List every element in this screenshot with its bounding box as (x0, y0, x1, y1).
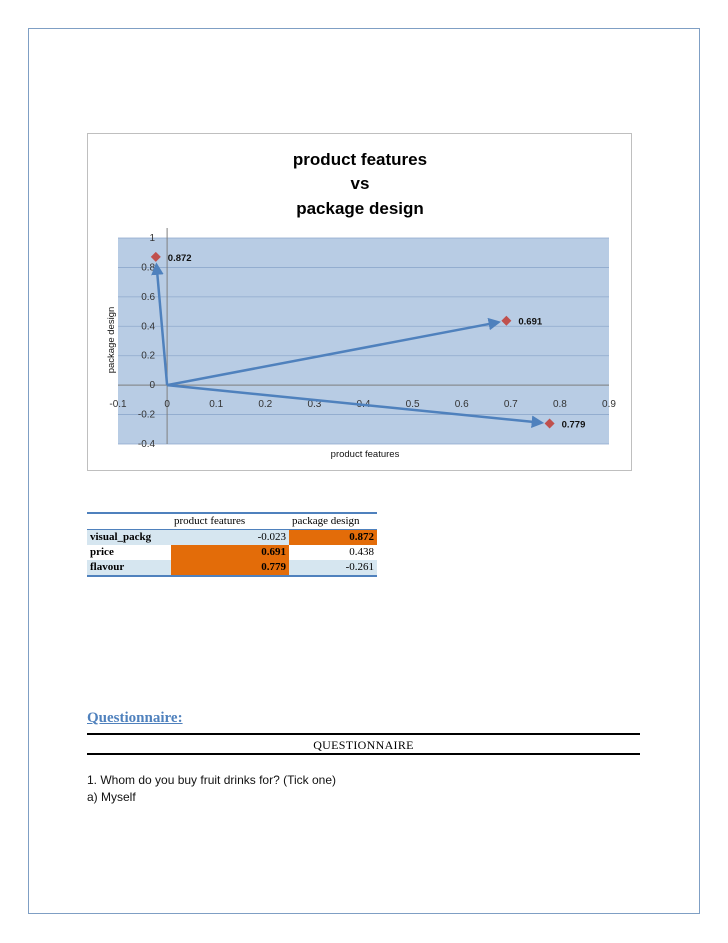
y-axis-label: package design (106, 306, 117, 374)
table-header-name (87, 513, 171, 530)
x-tick-label: -0.1 (109, 399, 127, 411)
table-header-product-features: product features (171, 513, 289, 530)
x-tick-label: 0.8 (552, 399, 567, 411)
table-cell-product-features: 0.691 (171, 545, 289, 560)
questionnaire-heading: Questionnaire: (87, 710, 183, 726)
chart-title-line-2: vs (350, 174, 370, 193)
x-tick-label: 0.1 (209, 399, 224, 411)
y-tick-label: 0.6 (141, 291, 156, 303)
table-cell-product-features: -0.023 (171, 530, 289, 546)
x-tick-label: 0.6 (454, 399, 469, 411)
table-header-row (87, 513, 377, 530)
table-cell-product-features: 0.779 (171, 560, 289, 576)
question-1: 1. Whom do you buy fruit drinks for? (Tick one) (87, 773, 336, 787)
table-header-package-design: package design (289, 513, 377, 530)
y-tick-label: 1 (149, 233, 156, 244)
table-cell-package-design: 0.438 (289, 545, 377, 560)
y-tick-label: 0.4 (141, 321, 156, 333)
x-tick-label: 0.2 (258, 399, 273, 411)
y-tick-label: 0 (149, 380, 156, 392)
y-tick-label: 0.8 (141, 262, 156, 274)
x-axis-label: product features (330, 449, 400, 460)
loadings-table (87, 512, 377, 577)
x-tick-label: 0 (164, 399, 170, 411)
y-tick-label: 0.2 (141, 350, 156, 362)
x-tick-label: 0.5 (405, 399, 420, 411)
table-cell-package-design: -0.261 (289, 560, 377, 576)
chart-title-line-1: product features (292, 150, 428, 169)
questionnaire-title: QUESTIONNAIRE (313, 738, 414, 752)
table-row (87, 530, 377, 546)
divider (87, 753, 640, 755)
table-cell-package-design: 0.872 (289, 530, 377, 546)
chart-title-line-3: package design (296, 199, 424, 218)
table-cell-name: flavour (87, 560, 171, 576)
data-point-label: 0.691 (518, 316, 543, 328)
table-row (87, 560, 377, 576)
plot-area (109, 228, 616, 450)
chart-svg (88, 134, 633, 472)
divider (87, 733, 640, 735)
x-tick-label: 0.7 (503, 399, 518, 411)
y-tick-label: -0.2 (137, 409, 156, 421)
data-point-label: 0.872 (167, 252, 192, 264)
y-tick-label: -0.4 (137, 439, 156, 450)
table-cell-name: price (87, 545, 171, 560)
plot-background (118, 238, 609, 444)
scatter-chart (87, 133, 632, 471)
table-row (87, 545, 377, 560)
question-1-option-a: a) Myself (87, 790, 136, 804)
data-point-label: 0.779 (561, 419, 586, 431)
x-tick-label: 0.9 (602, 399, 616, 411)
x-tick-label: 0.3 (307, 399, 322, 411)
table-cell-name: visual_packg (87, 530, 171, 546)
